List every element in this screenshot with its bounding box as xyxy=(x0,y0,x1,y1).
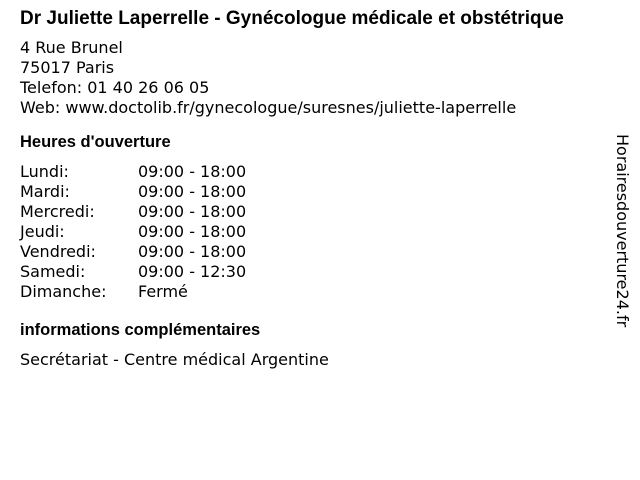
postal-city: 75017 Paris xyxy=(20,58,115,77)
hours-row xyxy=(20,202,600,222)
business-card xyxy=(20,8,600,370)
time-value: 09:00 - 18:00 xyxy=(138,202,247,221)
address-block xyxy=(20,38,600,118)
day-label: Vendredi: xyxy=(20,242,96,261)
time-value: 09:00 - 18:00 xyxy=(138,162,247,181)
hours-heading: Heures d'ouverture xyxy=(20,133,171,151)
time-value: Fermé xyxy=(138,282,188,301)
day-label: Samedi: xyxy=(20,262,86,281)
phone-number[interactable]: Telefon: 01 40 26 06 05 xyxy=(20,78,210,97)
street-address: 4 Rue Brunel xyxy=(20,38,123,57)
hours-row xyxy=(20,242,600,262)
info-text: Secrétariat - Centre médical Argentine xyxy=(20,350,329,369)
day-label: Mardi: xyxy=(20,182,70,201)
hours-row xyxy=(20,182,600,202)
day-label: Dimanche: xyxy=(20,282,107,301)
page-title: Dr Juliette Laperrelle - Gynécologue médicale et obstétrique xyxy=(20,8,564,29)
hours-row xyxy=(20,162,600,182)
time-value: 09:00 - 18:00 xyxy=(138,222,247,241)
info-heading: informations complémentaires xyxy=(20,321,261,339)
day-label: Jeudi: xyxy=(20,222,65,241)
time-value: 09:00 - 18:00 xyxy=(138,182,247,201)
hours-table xyxy=(20,162,600,302)
website-link[interactable]: Web: www.doctolib.fr/gynecologue/suresnes/juliette-laperrelle xyxy=(20,98,517,117)
hours-row xyxy=(20,262,600,282)
site-watermark-label: Horairesdouverture24.fr xyxy=(613,134,632,328)
site-watermark xyxy=(612,134,632,344)
day-label: Lundi: xyxy=(20,162,69,181)
hours-row xyxy=(20,282,600,302)
time-value: 09:00 - 18:00 xyxy=(138,242,247,261)
hours-row xyxy=(20,222,600,242)
time-value: 09:00 - 12:30 xyxy=(138,262,247,281)
day-label: Mercredi: xyxy=(20,202,95,221)
